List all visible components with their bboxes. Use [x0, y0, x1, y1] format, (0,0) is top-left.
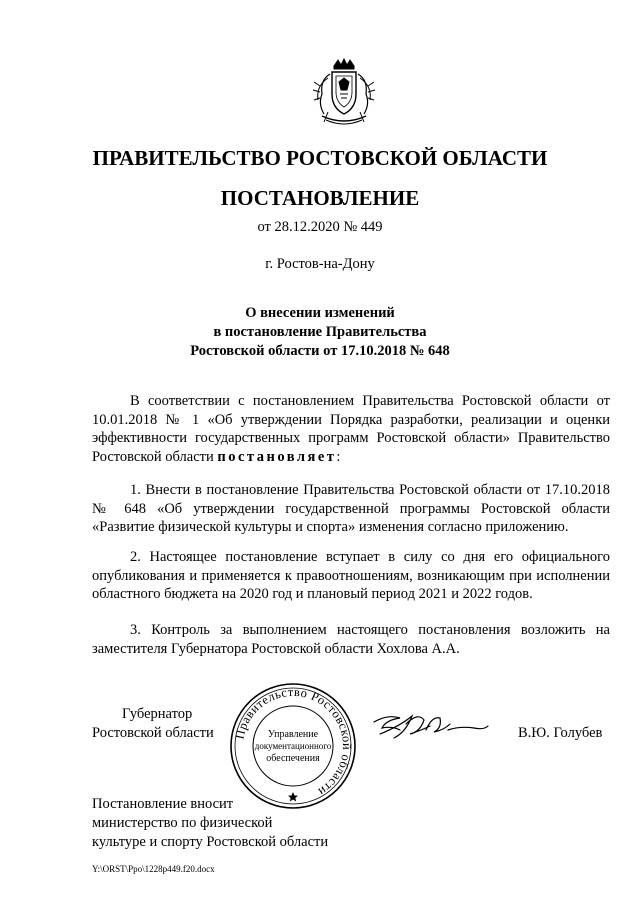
seal-inner-line-1: Управление — [267, 729, 319, 740]
coat-of-arms-icon — [308, 56, 380, 128]
file-path-footer: Y:\ORST\Ppo\1228p449.f20.docx — [92, 864, 215, 874]
clause-1: 1. Внести в постановление Правительства Ростовской области от 17.10.2018 № 648 «Об утверждении государственной программы Ростовской области «Развитие физической культуры и спорта» изменения согласно приложению. — [92, 482, 610, 536]
government-title: ПРАВИТЕЛЬСТВО РОСТОВСКОЙ ОБЛАСТИ — [92, 146, 548, 170]
preamble-text: В соответствии с постановлением Правительства Ростовской области от 10.01.2018 № 1 «Об утверждении Порядка разработки, реализации и оценки эффективности государственных программ Ростовской области» Правительство Ростовской области — [92, 393, 610, 466]
seal-inner-line-2: документационного — [254, 741, 332, 751]
submitted-by-line-1: Постановление вносит — [92, 796, 234, 812]
signatory-name: В.Ю. Голубев — [518, 725, 603, 741]
signatory-title-line-1: Губернатор — [122, 706, 193, 722]
document-date-number: от 28.12.2020 № 449 — [257, 219, 383, 235]
seal-inner-line-3: обеспечения — [266, 753, 320, 764]
submitted-by-line-3: культуре и спорту Ростовской области — [92, 834, 329, 850]
subject-line-3: Ростовской области от 17.10.2018 № 648 — [190, 343, 450, 359]
clause-2: 2. Настоящее постановление вступает в силу со дня его официального опубликования и применяется к правоотношениям, возникающим при исполнении областного бюджета на 2020 год и плановый период 2021 и 2022 годов. — [92, 549, 610, 603]
clause-3: 3. Контроль за выполнением настоящего постановления возложить на заместителя Губернатора Ростовской области Хохлова А.А. — [92, 622, 610, 657]
preamble-paragraph — [92, 392, 610, 467]
subject-line-1: О внесении изменений — [245, 305, 395, 321]
seal-outer-text: Правительство Ростовской области — [232, 684, 355, 800]
handwritten-signature-icon — [370, 706, 490, 748]
signatory-title-line-2: Ростовской области — [92, 725, 214, 741]
document-type-heading: ПОСТАНОВЛЕНИЕ — [220, 186, 420, 210]
official-seal-icon — [228, 681, 358, 811]
decree-word: постановляет — [217, 449, 337, 466]
preamble-colon: : — [336, 449, 341, 466]
subject-line-2: в постановление Правительства — [213, 324, 427, 340]
submitted-by-line-2: министерство по физической — [92, 815, 273, 831]
issuing-city: г. Ростов-на-Дону — [265, 256, 375, 272]
